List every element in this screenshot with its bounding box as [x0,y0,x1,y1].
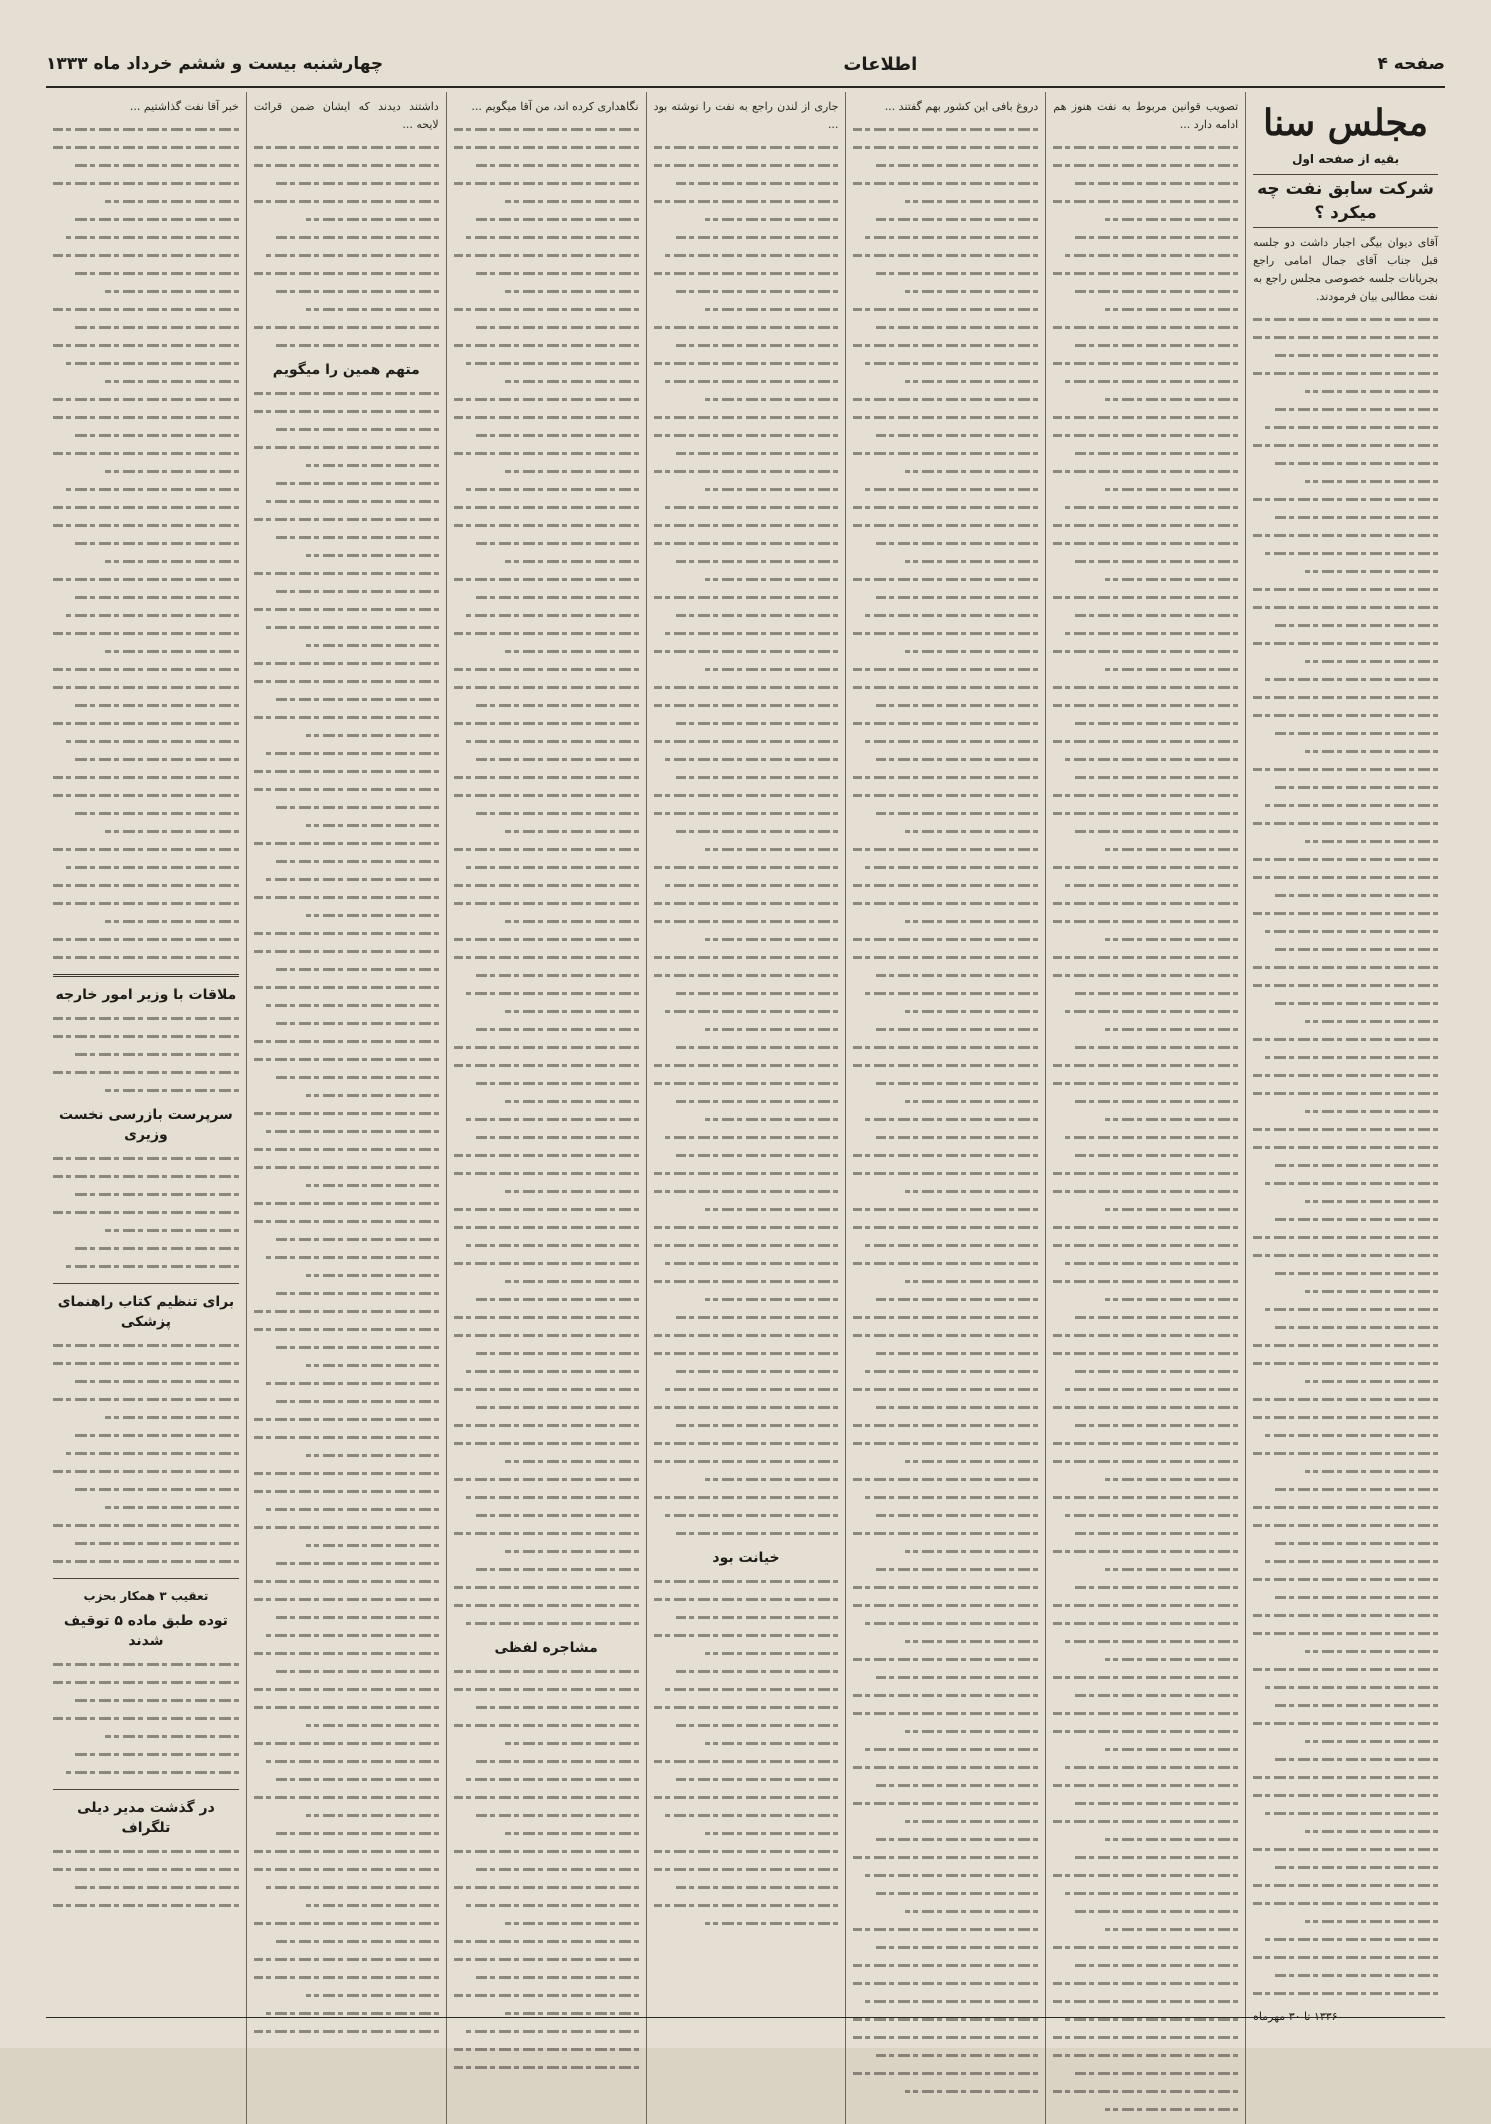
page-label: صفحه ۴ [1377,54,1445,74]
article-intro: داشتند دیدند که ایشان ضمن قرائت لایحه ... [253,100,439,131]
headline-senate: مجلس سنا [1263,102,1429,144]
kicker-party-members: تعقیب ۳ همکار بحزب [83,1589,209,1603]
subhead-medical-guide: برای تنظیم کتاب راهنمای پزشکی [57,1294,235,1330]
article-body [454,1662,639,2076]
paper-name: اطلاعات [843,53,918,75]
subhead-inspection-chief: سرپرست بازرسی نخست وزیری [59,1107,233,1143]
article-body [53,1842,239,1914]
article-body [654,138,839,1542]
section-divider [53,1283,239,1284]
section-divider [53,1578,239,1579]
subhead-telegraph-editor: در گذشت مدیر دیلی تلگراف [77,1800,215,1836]
section-divider [53,974,239,977]
article-body [53,120,239,966]
column-2 [1045,92,1245,2124]
masthead-rule [46,86,1445,88]
subhead-tudeh-arrests: توده طبق ماده ۵ توقیف شدند [63,1613,228,1649]
article-footer: ۱۳۳۶ تا ۳۰ مهرماه [1253,2010,1338,2023]
article-body [254,138,439,354]
column-5 [446,92,646,2124]
masthead [46,46,1445,82]
article-body [1253,310,1438,2002]
article-intro: جاری از لندن راجع به نفت را نوشته بود ... [653,100,839,131]
article-intro: خبر آقا نفت گذاشتیم ... [129,100,239,113]
subhead-verbal-dispute: مشاجره لفظی [494,1640,598,1656]
subhead-foreign-minister: ملاقات با وزیر امور خارجه [55,987,237,1003]
column-1 [1245,92,1445,2124]
article-body [53,1149,239,1275]
subhead-accused: متهم همین را میگویم [272,362,420,378]
article-intro: دروغ بافی این کشور بهم گفتند ... [884,100,1039,113]
article-body [53,1336,239,1570]
issue-date: چهارشنبه بیست و ششم خرداد ماه ۱۳۳۳ [46,54,384,74]
article-body [654,1572,839,1932]
article-body [454,120,639,1632]
article-intro: نگاهداری کرده اند، من آقا میگویم ... [471,100,639,113]
article-body [254,384,439,2040]
bottom-rule [46,2017,1445,2018]
section-divider [53,1789,239,1790]
article-body [853,120,1038,2100]
column-4 [646,92,846,2124]
column-3 [845,92,1045,2124]
article-body [1053,138,1238,2118]
continued-kicker: بقیه از صفحه اول [1292,152,1400,166]
article-body [53,1655,239,1781]
column-6 [246,92,446,2124]
column-7 [46,92,246,2124]
article-intro: تصویب قوانین مربوط به نفت هنوز هم ادامه دارد ... [1053,100,1239,131]
subhead-oil-company: شرکت سابق نفت چه میکرد ؟ [1253,174,1438,228]
subhead-treason: خیانت بود [712,1550,780,1566]
article-body [53,1009,239,1099]
article-intro: آقای دیوان بیگی اجبار داشت دو جلسه قبل جناب آقای جمال امامی راجع بجریانات جلسه خصوصی مجلس راجع به نفت مطالبی بیان فرمودند. [1253,236,1438,303]
column-grid [46,92,1445,2023]
